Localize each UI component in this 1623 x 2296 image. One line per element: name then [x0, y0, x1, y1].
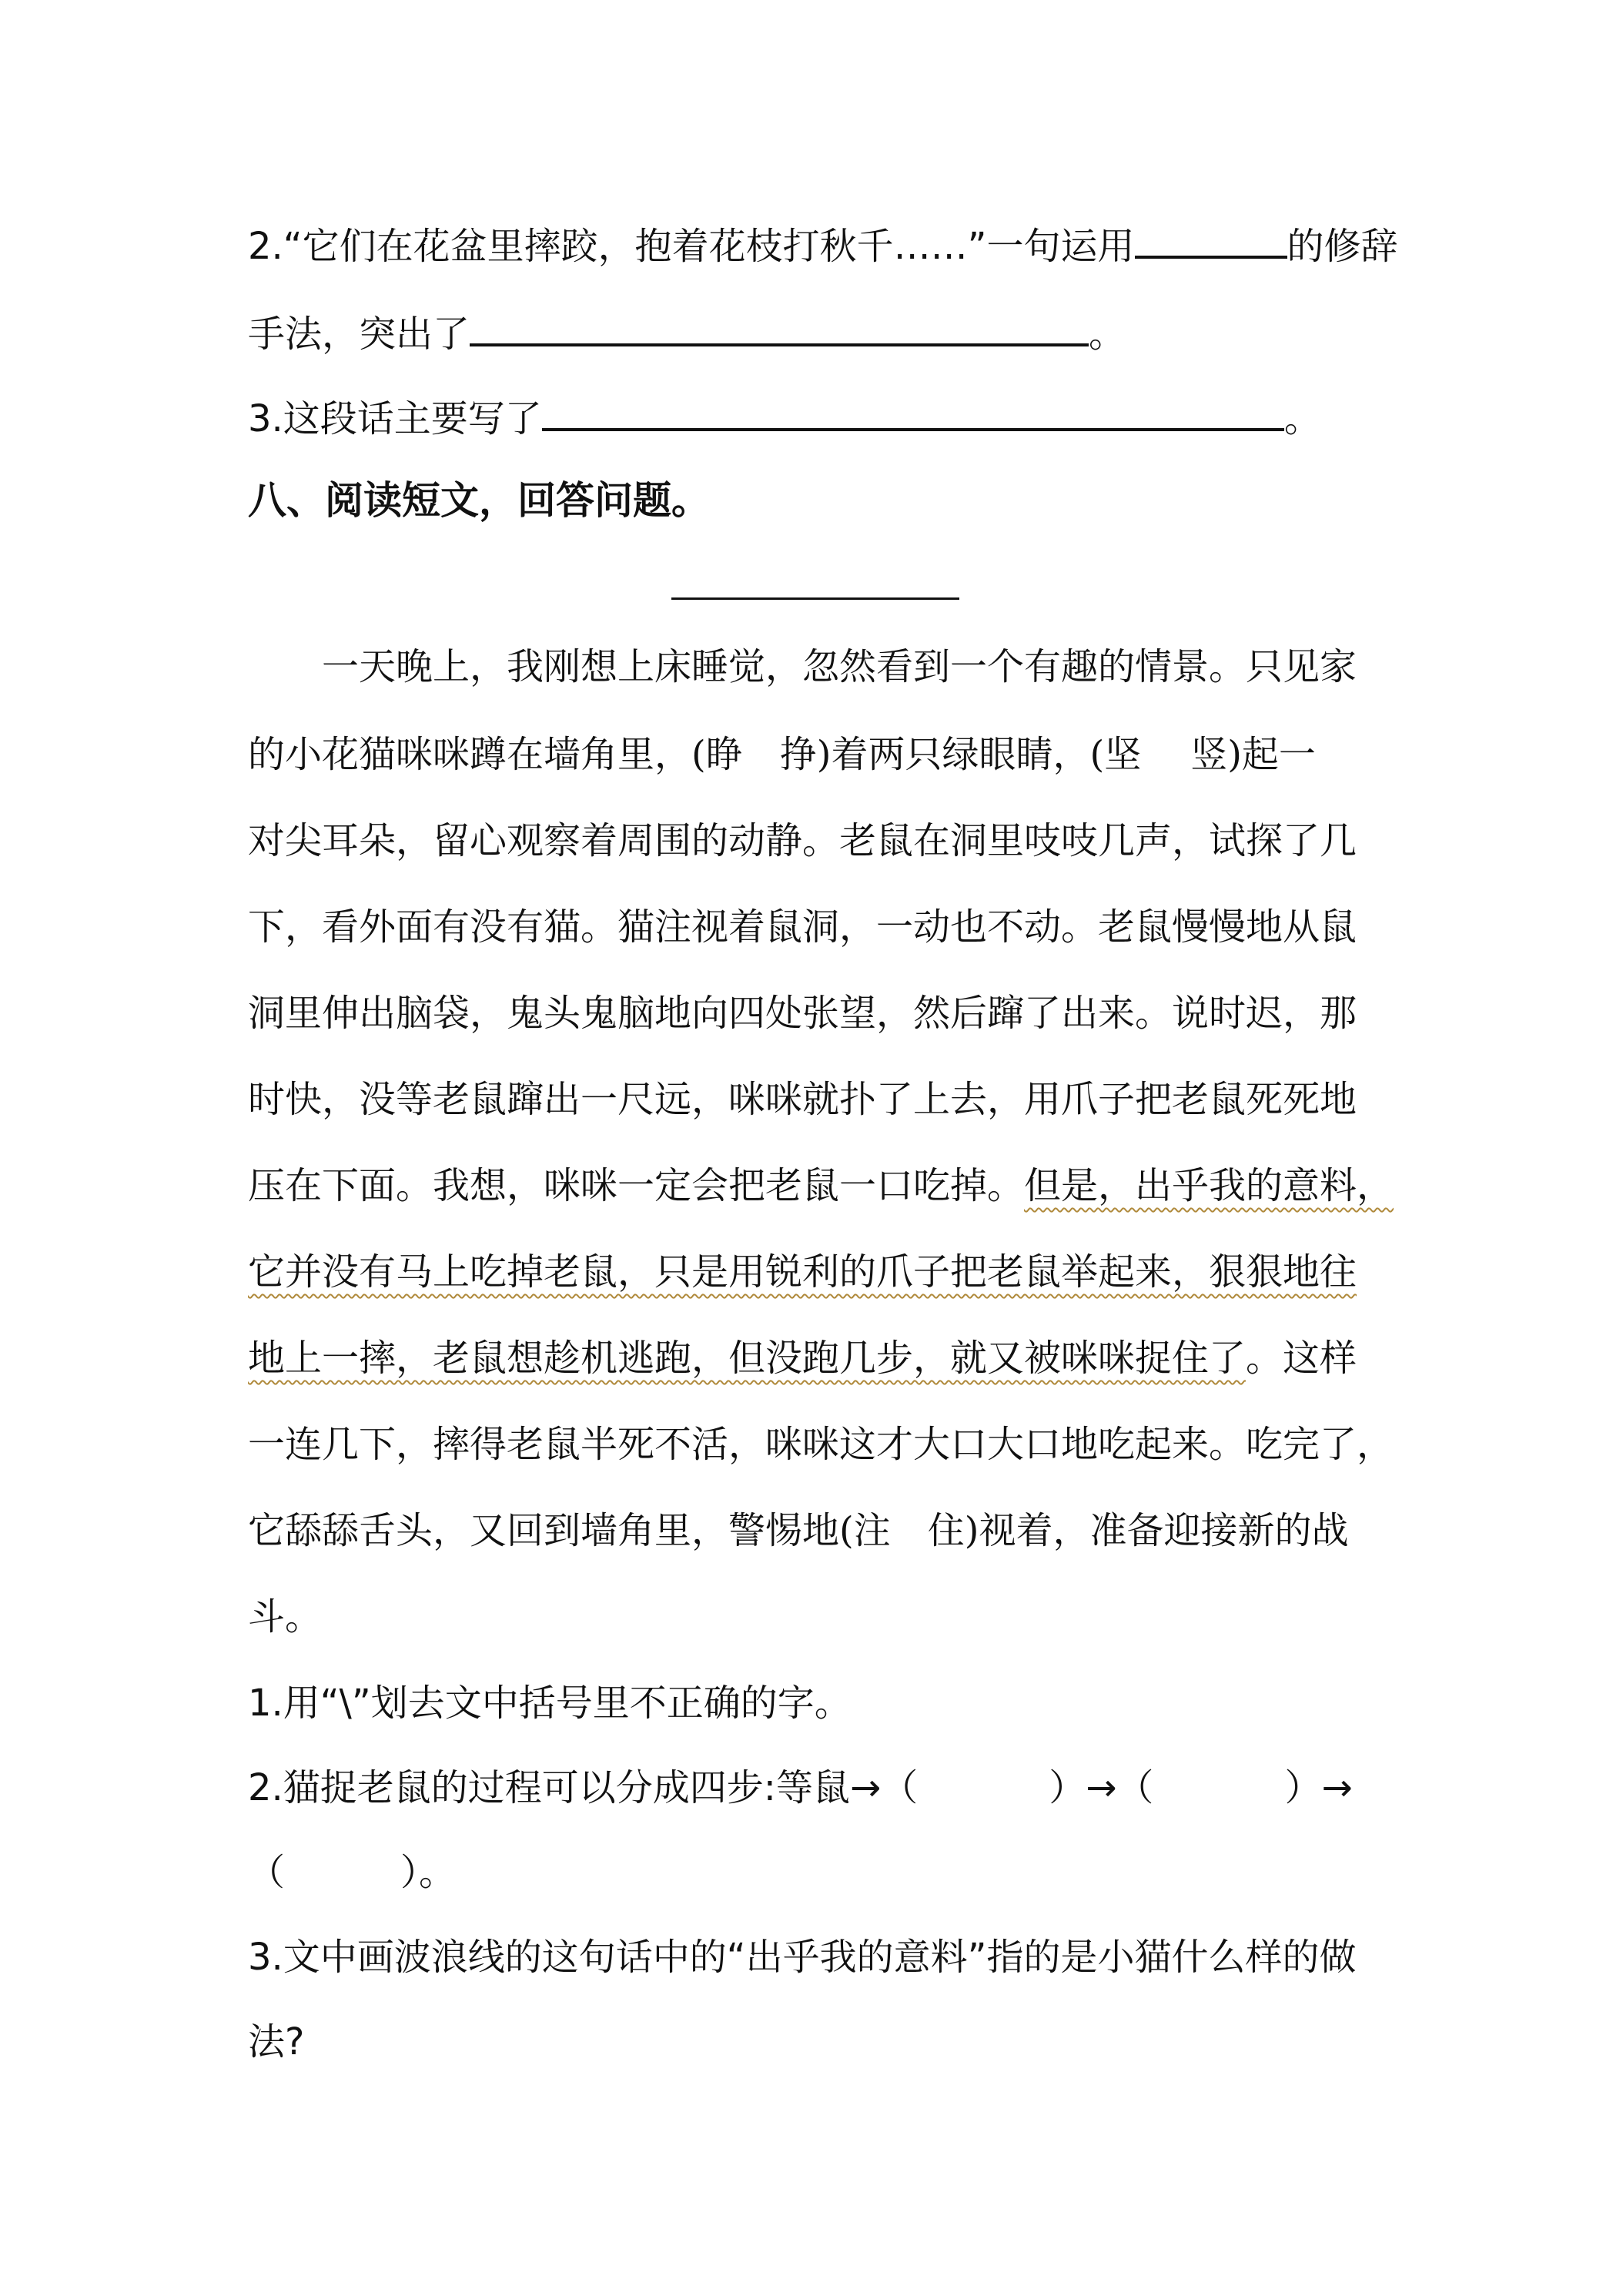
passage-line-11	[248, 1506, 1387, 1555]
passage-line-2-part-2: 挣)着两只绿眼睛，(坚	[779, 733, 1142, 776]
answer-blank-main-idea[interactable]	[542, 391, 1284, 431]
question-2-line-2	[248, 1848, 1387, 1897]
wavy-underlined-sentence-middle: 它并没有马上吃掉老鼠，只是用锐利的爪子把老鼠举起来，狠狠地往	[248, 1250, 1357, 1294]
section-heading: 八、阅读短文，回答问题。	[248, 478, 710, 523]
passage-line-2-part-3: 竖)起一	[1190, 733, 1316, 776]
passage-line-1: 一天晚上，我刚想上床睡觉，忽然看到一个有趣的情景。只见家	[322, 645, 1357, 688]
passage-title-blank[interactable]	[671, 597, 959, 600]
passage-line-11-part-2: 住)视着，准备迎接新的战	[927, 1509, 1349, 1552]
passage-line-10: 一连几下，摔得老鼠半死不活，咪咪这才大口大口地吃起来。吃完了，	[248, 1423, 1394, 1466]
question-3-line-1: 3.文中画波浪线的这句话中的“出乎我的意料”指的是小猫什么样的做	[248, 1936, 1357, 1979]
prev-question-2-text: 2.“它们在花盆里摔跤，抱着花枝打秋千……”一句运用	[248, 225, 1135, 268]
question-1: 1.用“\”划去文中括号里不正确的字。	[248, 1682, 852, 1725]
passage-line-8	[248, 1247, 1387, 1297]
question-3-line-2: 法?	[248, 2020, 305, 2063]
passage-line-6: 时快，没等老鼠蹿出一尺远，咪咪就扑了上去，用爪子把老鼠死死地	[248, 1078, 1357, 1121]
passage-line-7-part-1: 压在下面。我想，咪咪一定会把老鼠一口吃掉。	[248, 1164, 1025, 1207]
prev-question-2-line-2	[248, 306, 1387, 359]
passage-line-2-part-1: 的小花猫咪咪蹲在墙角里，(睁	[248, 733, 743, 776]
answer-blank-rhetoric[interactable]	[1135, 219, 1287, 259]
passage-line-2	[248, 730, 1387, 779]
passage-line-9-part-2: 。这样	[1246, 1337, 1357, 1380]
prev-question-3-line	[248, 391, 1387, 443]
wavy-underlined-sentence-end: 地上一摔，老鼠想趁机逃跑，但没跑几步，就又被咪咪捉住了	[248, 1337, 1247, 1380]
passage-line-5: 洞里伸出脑袋，鬼头鬼脑地向四处张望，然后蹿了出来。说时迟，那	[248, 992, 1357, 1035]
passage-line-3: 对尖耳朵，留心观察着周围的动静。老鼠在洞里吱吱几声，试探了几	[248, 819, 1357, 862]
passage-line-9	[248, 1334, 1387, 1383]
question-2-paren-open: （	[248, 1851, 286, 1894]
wavy-underlined-sentence-start: 但是，出乎我的意料，	[1024, 1164, 1394, 1207]
prev-question-3-period: 。	[1283, 397, 1321, 440]
prev-question-2-period: 。	[1089, 313, 1126, 356]
passage-line-7	[248, 1161, 1394, 1210]
prev-question-2-text-end: 的修辞	[1287, 225, 1398, 268]
question-2-line-1	[248, 1763, 1387, 1812]
prev-question-2-line-1	[248, 219, 1398, 271]
answer-blank-highlight[interactable]	[470, 306, 1089, 346]
question-2-text: 2.猫捉老鼠的过程可以分成四步:等鼠→（	[248, 1766, 919, 1809]
prev-question-3-text: 3.这段话主要写了	[248, 397, 542, 440]
passage-line-12: 斗。	[248, 1595, 323, 1638]
question-2-paren-close: ）。	[400, 1851, 457, 1894]
question-2-arrow-1: ）→（	[1049, 1766, 1154, 1809]
prev-question-2-text-2: 手法，突出了	[248, 313, 470, 356]
passage-line-11-part-1: 它舔舔舌头，又回到墙角里，警惕地(注	[248, 1509, 891, 1552]
passage-line-4: 下，看外面有没有猫。猫注视着鼠洞，一动也不动。老鼠慢慢地从鼠	[248, 905, 1357, 949]
question-2-arrow-2: ）→	[1284, 1766, 1353, 1809]
